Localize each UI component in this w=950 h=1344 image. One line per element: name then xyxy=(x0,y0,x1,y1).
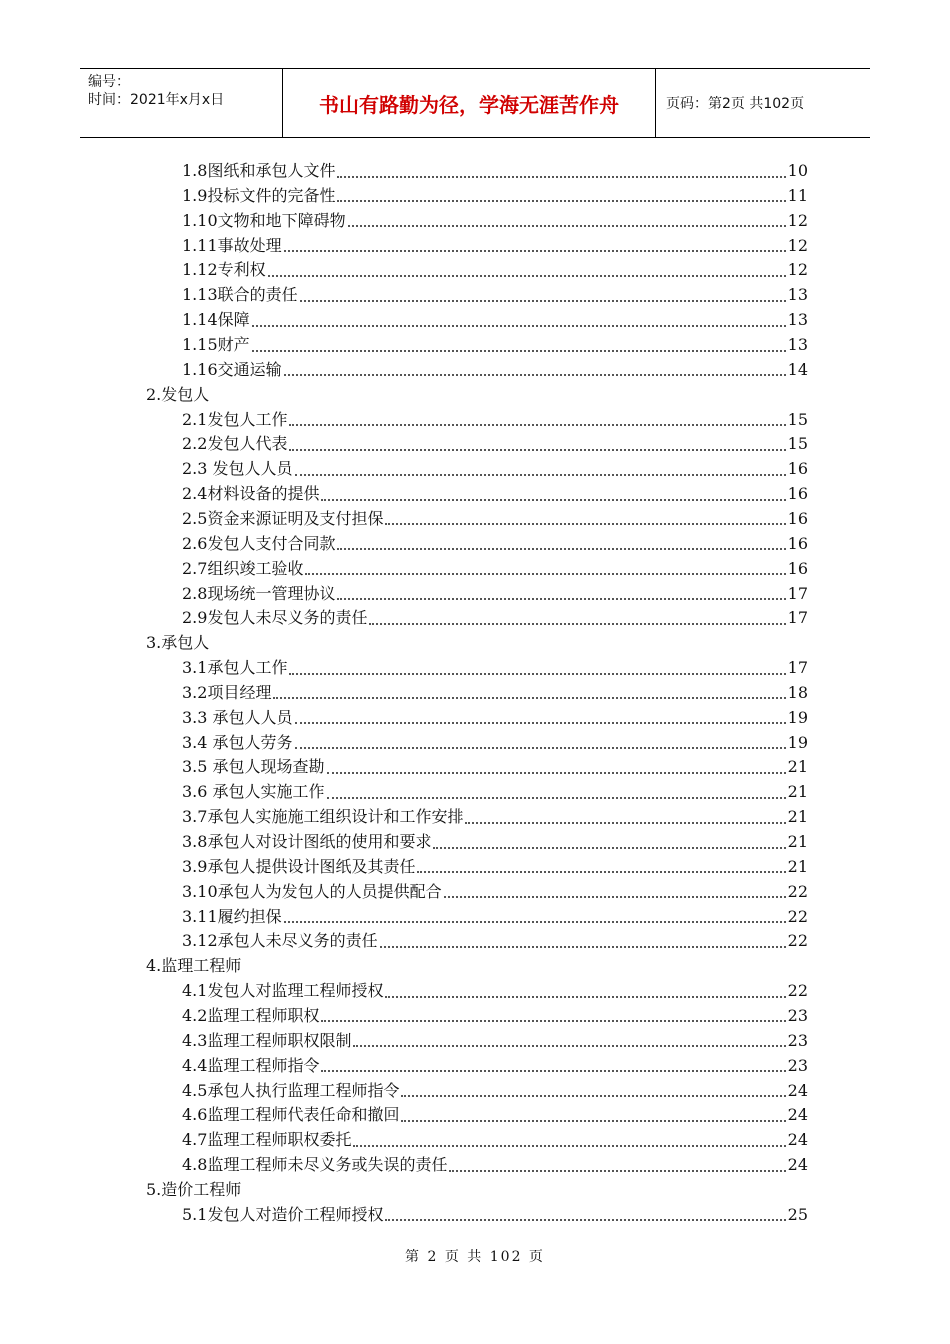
toc-entry-title: 2.2发包人代表 xyxy=(182,434,288,454)
toc-entry-page-number: 24 xyxy=(787,1155,808,1174)
toc-entry-page-number: 17 xyxy=(787,583,808,603)
toc-entry xyxy=(182,531,808,556)
toc-dot-leader xyxy=(385,994,785,998)
toc-dot-leader xyxy=(353,1143,785,1147)
toc-dot-leader xyxy=(401,1093,785,1097)
toc-dot-leader xyxy=(252,323,786,327)
toc-entry-title: 4.7监理工程师职权委托 xyxy=(182,1130,352,1150)
toc-entry-page-number: 12 xyxy=(787,235,808,255)
toc-section-heading xyxy=(146,630,346,655)
toc-dot-leader xyxy=(417,869,785,873)
toc-dot-leader xyxy=(337,174,785,178)
toc-entry xyxy=(182,779,808,804)
toc-entry xyxy=(182,705,808,730)
toc-entry xyxy=(182,1102,808,1127)
toc-entry-page-number: 18 xyxy=(787,682,808,702)
toc-entry xyxy=(182,1053,808,1078)
toc-entry xyxy=(182,357,808,382)
toc-entry xyxy=(182,257,808,282)
toc-entry-page-number: 22 xyxy=(787,931,808,951)
header-motto: 书山有路勤为径，学海无涯苦作舟 xyxy=(319,92,619,117)
toc-entry-title: 1.14保障 xyxy=(182,310,250,330)
toc-entry-title: 3.11履约担保 xyxy=(182,906,282,926)
toc-entry-title: 2.5资金来源证明及支付担保 xyxy=(182,508,384,528)
toc-entry xyxy=(182,556,808,581)
toc-entry-page-number: 19 xyxy=(787,707,808,727)
toc-entry xyxy=(182,431,808,456)
toc-entry-page-number: 25 xyxy=(787,1204,808,1224)
toc-dot-leader xyxy=(289,447,785,451)
toc-entry-page-number: 23 xyxy=(787,1030,808,1050)
toc-entry-title: 5.造价工程师 xyxy=(146,1179,242,1199)
toc-entry xyxy=(182,208,808,233)
toc-entry-title: 1.11事故处理 xyxy=(182,235,282,255)
toc-entry-title: 1.10文物和地下障碍物 xyxy=(182,210,346,230)
toc-entry-title: 4.8监理工程师未尽义务或失误的责任 xyxy=(182,1155,448,1174)
toc-dot-leader xyxy=(380,944,786,948)
toc-entry-title: 1.12专利权 xyxy=(182,260,266,280)
document-time-label: 时间：2021年x月x日 xyxy=(88,92,225,108)
toc-entry xyxy=(182,407,808,432)
toc-section-heading xyxy=(146,382,346,407)
toc-dot-leader xyxy=(300,298,786,302)
toc-entry-title: 2.4材料设备的提供 xyxy=(182,484,320,504)
toc-dot-leader xyxy=(289,422,785,426)
header-meta xyxy=(80,69,280,137)
toc-dot-leader xyxy=(321,1068,785,1072)
toc-entry-page-number: 21 xyxy=(787,782,808,802)
toc-entry xyxy=(182,879,808,904)
toc-dot-leader xyxy=(465,820,785,824)
toc-entry xyxy=(182,928,808,953)
toc-entry-title: 3.承包人 xyxy=(146,633,210,653)
toc-entry-page-number: 17 xyxy=(787,608,808,628)
toc-entry-title: 1.8图纸和承包人文件 xyxy=(182,161,336,180)
toc-entry xyxy=(182,605,808,630)
toc-entry-page-number: 10 xyxy=(787,161,808,180)
toc-entry-page-number: 11 xyxy=(787,185,808,205)
toc-dot-leader xyxy=(385,521,785,525)
toc-entry-page-number: 17 xyxy=(787,658,808,677)
toc-entry-title: 3.9承包人提供设计图纸及其责任 xyxy=(182,856,416,876)
toc-entry-page-number: 15 xyxy=(787,434,808,454)
toc-entry-title: 3.4 承包人劳务 xyxy=(182,732,293,752)
toc-entry-title: 3.12承包人未尽义务的责任 xyxy=(182,931,378,951)
toc-entry-page-number: 13 xyxy=(787,285,808,305)
toc-entry-title: 1.9投标文件的完备性 xyxy=(182,185,336,205)
toc-entry-title: 4.5承包人执行监理工程师指令 xyxy=(182,1080,400,1100)
toc-entry-title: 1.15财产 xyxy=(182,335,250,354)
toc-entry xyxy=(182,904,808,929)
page-header xyxy=(80,68,870,138)
toc-entry-title: 2.7组织竣工验收 xyxy=(182,558,304,578)
toc-entry-title: 3.2项目经理 xyxy=(182,682,272,702)
toc-entry xyxy=(182,233,808,258)
toc-entry-page-number: 21 xyxy=(787,856,808,876)
header-motto-cell xyxy=(282,69,656,137)
toc-entry xyxy=(182,332,808,357)
toc-entry-title: 4.1发包人对监理工程师授权 xyxy=(182,981,384,1001)
toc-dot-leader xyxy=(289,671,785,675)
toc-entry-page-number: 16 xyxy=(787,508,808,528)
toc-entry xyxy=(182,1078,808,1103)
toc-entry-title: 3.6 承包人实施工作 xyxy=(182,782,325,802)
toc-dot-leader xyxy=(369,621,785,625)
toc-dot-leader xyxy=(295,745,786,749)
toc-entry-title: 4.3监理工程师职权限制 xyxy=(182,1030,352,1050)
toc-dot-leader xyxy=(337,596,785,600)
toc-entry-page-number: 13 xyxy=(787,335,808,354)
toc-entry-title: 3.1承包人工作 xyxy=(182,658,288,677)
toc-entry-title: 2.9发包人未尽义务的责任 xyxy=(182,608,368,628)
toc-entry-title: 3.3 承包人人员 xyxy=(182,707,293,727)
toc-entry xyxy=(182,183,808,208)
toc-entry-title: 4.4监理工程师指令 xyxy=(182,1055,320,1075)
toc-entry-page-number: 24 xyxy=(787,1130,808,1150)
toc-dot-leader xyxy=(327,770,786,774)
toc-entry xyxy=(182,804,808,829)
toc-entry xyxy=(182,730,808,755)
toc-entry-page-number: 21 xyxy=(787,832,808,851)
toc-entry xyxy=(182,680,808,705)
toc-entry-title: 2.发包人 xyxy=(146,384,210,404)
toc-dot-leader xyxy=(321,497,785,501)
toc-entry-page-number: 12 xyxy=(787,260,808,280)
toc-entry-title: 3.8承包人对设计图纸的使用和要求 xyxy=(182,832,432,851)
toc-dot-leader xyxy=(268,273,786,277)
toc-entry-page-number: 13 xyxy=(787,310,808,330)
toc-entry-page-number: 14 xyxy=(787,359,808,379)
toc-entry-page-number: 22 xyxy=(787,881,808,901)
toc-dot-leader xyxy=(284,919,786,923)
toc-entry-page-number: 24 xyxy=(787,1105,808,1125)
toc-entry-title: 4.监理工程师 xyxy=(146,956,242,976)
toc-entry xyxy=(182,581,808,606)
toc-dot-leader xyxy=(444,894,786,898)
toc-entry-title: 3.5 承包人现场查勘 xyxy=(182,757,325,777)
page-footer: 第 2 页 共 102 页 xyxy=(405,1249,545,1265)
toc-entry xyxy=(182,282,808,307)
toc-dot-leader xyxy=(252,348,786,352)
toc-section-heading xyxy=(146,1177,346,1202)
toc-entry xyxy=(182,506,808,531)
toc-entry-page-number: 15 xyxy=(787,409,808,429)
toc-dot-leader xyxy=(337,546,785,550)
toc-entry xyxy=(182,655,808,680)
toc-entry xyxy=(182,1003,808,1028)
document-number-label: 编号： xyxy=(88,74,130,90)
toc-entry xyxy=(182,978,808,1003)
toc-entry-page-number: 23 xyxy=(787,1005,808,1025)
toc-entry-page-number: 23 xyxy=(787,1055,808,1075)
toc-dot-leader xyxy=(449,1168,785,1172)
toc-entry-page-number: 19 xyxy=(787,732,808,752)
toc-entry xyxy=(182,754,808,779)
toc-entry-title: 2.8现场统一管理协议 xyxy=(182,583,336,603)
header-page-info: 页码：第2页 共102页 xyxy=(666,96,805,112)
toc-section-heading xyxy=(146,953,346,978)
toc-entry-title: 1.13联合的责任 xyxy=(182,285,298,305)
toc-entry-title: 3.10承包人为发包人的人员提供配合 xyxy=(182,881,442,901)
toc-entry xyxy=(182,829,808,854)
toc-dot-leader xyxy=(353,1043,785,1047)
toc-entry-page-number: 16 xyxy=(787,558,808,578)
toc-entry xyxy=(182,1028,808,1053)
toc-dot-leader xyxy=(321,1018,785,1022)
toc-entry xyxy=(182,481,808,506)
header-page-cell xyxy=(656,69,870,137)
toc-dot-leader xyxy=(337,198,785,202)
toc-entry-title: 5.1发包人对造价工程师授权 xyxy=(182,1204,384,1224)
toc-dot-leader xyxy=(284,248,786,252)
toc-entry-page-number: 16 xyxy=(787,459,808,479)
toc-entry xyxy=(182,307,808,332)
toc-entry-title: 4.6监理工程师代表任命和撤回 xyxy=(182,1105,400,1125)
toc-entry-title: 3.7承包人实施施工组织设计和工作安排 xyxy=(182,807,464,827)
toc-dot-leader xyxy=(284,372,786,376)
toc-entry xyxy=(182,1127,808,1152)
toc-entry-page-number: 16 xyxy=(787,484,808,504)
toc-entry xyxy=(182,854,808,879)
toc-entry xyxy=(182,1202,808,1227)
toc-dot-leader xyxy=(348,223,786,227)
toc-entry-title: 2.3 发包人人员 xyxy=(182,459,293,479)
toc-entry xyxy=(182,158,808,183)
toc-entry-page-number: 12 xyxy=(787,210,808,230)
toc-entry-page-number: 24 xyxy=(787,1080,808,1100)
toc-entry-page-number: 22 xyxy=(787,906,808,926)
toc-entry-title: 2.6发包人支付合同款 xyxy=(182,533,336,553)
toc-entry-page-number: 21 xyxy=(787,757,808,777)
toc-dot-leader xyxy=(273,695,785,699)
toc-dot-leader xyxy=(385,1217,785,1221)
toc-dot-leader xyxy=(305,571,785,575)
toc-dot-leader xyxy=(327,795,786,799)
toc-entry-title: 4.2监理工程师职权 xyxy=(182,1005,320,1025)
toc-entry xyxy=(182,1152,808,1177)
toc-dot-leader xyxy=(295,472,786,476)
toc-dot-leader xyxy=(401,1118,785,1122)
toc-dot-leader xyxy=(295,720,786,724)
toc-entry xyxy=(182,456,808,481)
toc-entry-page-number: 16 xyxy=(787,533,808,553)
toc-entry-page-number: 21 xyxy=(787,807,808,827)
toc-entry-page-number: 22 xyxy=(787,981,808,1001)
toc-entry-title: 2.1发包人工作 xyxy=(182,409,288,429)
toc-entry-title: 1.16交通运输 xyxy=(182,359,282,379)
toc-dot-leader xyxy=(433,845,785,849)
